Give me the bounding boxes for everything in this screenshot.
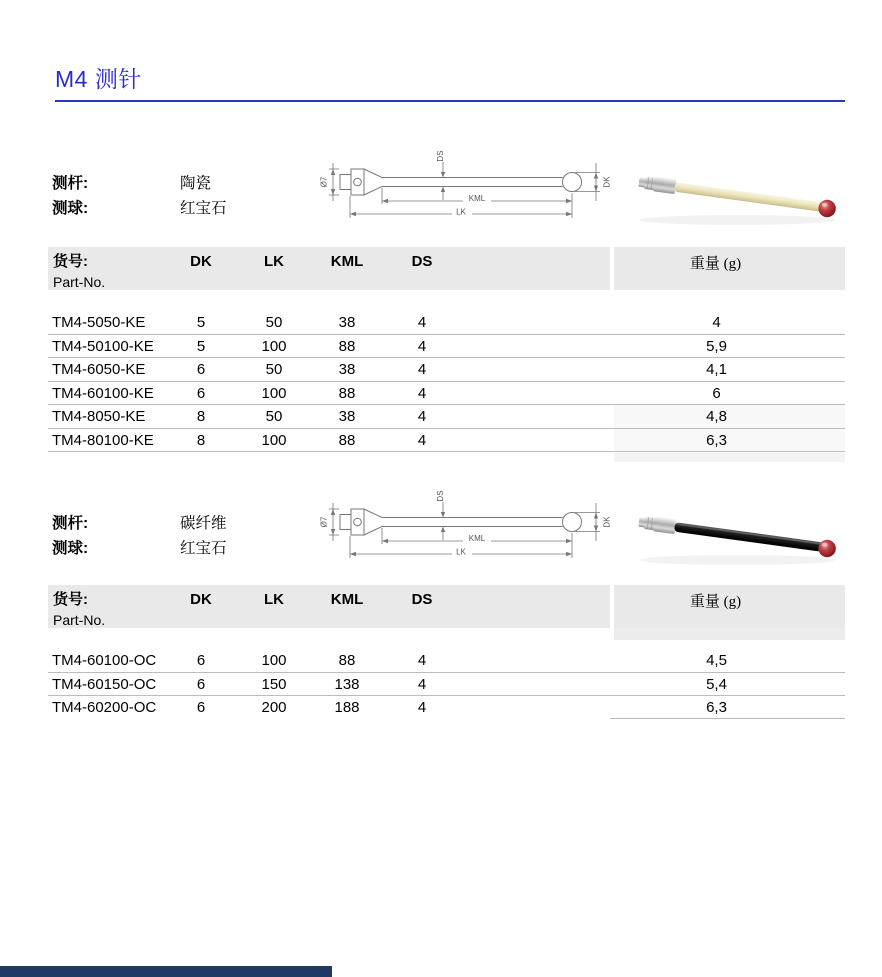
cell-lk: 150 — [261, 675, 287, 693]
cell-lk: 50 — [265, 361, 283, 378]
cell-lk: 100 — [261, 431, 287, 449]
cell-ds: 4 — [417, 361, 427, 378]
dim-label-kml: KML — [468, 194, 486, 203]
cell-dk: 5 — [196, 337, 206, 355]
table2-header-right — [614, 585, 845, 628]
cell-dk: 6 — [196, 699, 206, 716]
product-photo-ceramic — [625, 148, 850, 238]
cell-dk: 6 — [196, 361, 206, 378]
page-title: M4 测针 — [55, 66, 142, 92]
cell-part-no: TM4-60100-OC — [52, 652, 157, 669]
cell-lk: 50 — [265, 314, 283, 331]
cell-part-no: TM4-6050-KE — [52, 361, 146, 378]
ball-label: 测球: — [52, 200, 89, 217]
cell-part-no: TM4-80100-KE — [52, 431, 154, 449]
dim-label-lk: LK — [456, 207, 466, 217]
cell-kml: 38 — [338, 361, 356, 378]
table-row — [48, 311, 845, 335]
cell-weight: 5,9 — [706, 337, 727, 355]
cell-ds: 4 — [417, 408, 427, 425]
cell-ds: 4 — [417, 384, 427, 402]
dim-label-dk: DK — [602, 176, 612, 188]
cell-part-no: TM4-50100-KE — [52, 337, 154, 355]
table-row — [48, 429, 845, 453]
col-header-kml: KML — [330, 591, 364, 608]
ball-value: 红宝石 — [180, 540, 227, 557]
part-no-header-cn: 货号: — [53, 591, 88, 608]
cell-kml: 38 — [338, 314, 356, 331]
table1-rows — [48, 311, 845, 452]
cell-ds: 4 — [417, 699, 427, 716]
weight-col-header-strip — [614, 628, 845, 640]
part-no-header-en: Part-No. — [53, 274, 106, 290]
cell-kml: 88 — [338, 431, 356, 449]
table-row — [48, 358, 845, 382]
cell-dk: 6 — [196, 652, 206, 669]
table-row — [48, 335, 845, 359]
weight-header: 重量 (g) — [689, 594, 742, 610]
shaft-label: 测杆: — [52, 515, 89, 532]
cell-part-no: TM4-60200-OC — [52, 699, 157, 716]
cell-kml: 188 — [334, 699, 360, 716]
dim-label-kml: KML — [468, 534, 486, 543]
col-header-dk: DK — [190, 591, 212, 608]
cell-kml: 88 — [338, 384, 356, 402]
cell-part-no: TM4-5050-KE — [52, 314, 146, 331]
cell-dk: 6 — [196, 384, 206, 402]
cell-weight: 4,5 — [706, 652, 727, 669]
stylus-dimension-drawing — [313, 478, 618, 570]
cell-lk: 100 — [261, 384, 287, 402]
title-underline — [55, 100, 845, 102]
dim-label-ds: DS — [436, 150, 445, 162]
cell-kml: 88 — [338, 337, 356, 355]
table1-header-right — [614, 247, 845, 290]
table-row — [48, 382, 845, 406]
cell-dk: 5 — [196, 314, 206, 331]
cell-ds: 4 — [417, 431, 427, 449]
part-no-header-en: Part-No. — [53, 612, 106, 628]
collar-outline — [351, 169, 364, 195]
shaft-value: 碳纤维 — [180, 515, 227, 532]
table1-header-left — [48, 247, 610, 290]
ruby-ball — [817, 539, 837, 559]
cell-weight: 5,4 — [706, 675, 727, 693]
dim-label-ds: DS — [436, 490, 445, 502]
product-photo-carbon — [625, 488, 850, 578]
cell-dk: 8 — [196, 431, 206, 449]
ball-outline — [563, 173, 582, 192]
taper-outline — [364, 169, 382, 195]
cell-lk: 200 — [261, 699, 287, 716]
cell-kml: 88 — [338, 652, 356, 669]
footer-accent-bar — [0, 966, 332, 977]
col-header-ds: DS — [411, 253, 433, 270]
cell-weight: 6,3 — [706, 699, 727, 716]
part-no-header-cn: 货号: — [53, 253, 88, 270]
cell-ds: 4 — [417, 675, 427, 693]
thread-outline — [340, 175, 351, 190]
table-row — [48, 673, 845, 697]
cell-part-no: TM4-60100-KE — [52, 384, 154, 402]
dim-label-dk: DK — [602, 516, 612, 528]
stylus-holder — [653, 176, 677, 194]
setscrew-hole — [354, 178, 362, 186]
photo-shadow — [639, 555, 835, 565]
stylus-holder — [653, 516, 677, 534]
table2-partial-bottom-rule — [610, 718, 845, 719]
cell-weight: 4,1 — [706, 361, 727, 378]
table-row — [48, 696, 845, 720]
table2-rows — [48, 649, 845, 720]
cell-ds: 4 — [417, 337, 427, 355]
shaft-label: 测杆: — [52, 175, 89, 192]
table2-header-left — [48, 585, 610, 628]
col-header-kml: KML — [330, 253, 364, 270]
weight-col-footer-strip — [614, 453, 845, 462]
table-row — [48, 405, 845, 429]
cell-kml: 138 — [334, 675, 360, 693]
dim-label-diameter: Ø7 — [319, 176, 329, 188]
cell-weight: 6,3 — [706, 431, 727, 449]
col-header-ds: DS — [411, 591, 433, 608]
weight-header: 重量 (g) — [689, 256, 742, 272]
col-header-lk: LK — [264, 253, 284, 270]
ball-label: 测球: — [52, 540, 89, 557]
dim-label-diameter: Ø7 — [319, 516, 329, 528]
cell-part-no: TM4-8050-KE — [52, 408, 146, 425]
cell-lk: 100 — [261, 337, 287, 355]
shaft-value: 陶瓷 — [180, 175, 212, 192]
cell-ds: 4 — [417, 652, 427, 669]
cell-lk: 50 — [265, 408, 283, 425]
shaft-outline — [382, 178, 563, 187]
col-header-dk: DK — [190, 253, 212, 270]
stylus-dimension-drawing — [313, 138, 618, 230]
cell-kml: 38 — [338, 408, 356, 425]
dim-label-lk: LK — [456, 547, 466, 557]
table-row — [48, 649, 845, 673]
ball-value: 红宝石 — [180, 200, 227, 217]
ruby-ball — [817, 199, 837, 219]
cell-weight: 4 — [712, 314, 721, 331]
cell-weight: 6 — [712, 384, 721, 402]
cell-weight: 4,8 — [706, 408, 727, 425]
cell-lk: 100 — [261, 652, 287, 669]
photo-shadow — [639, 215, 835, 225]
cell-part-no: TM4-60150-OC — [52, 675, 157, 693]
ceramic-shaft — [674, 182, 823, 212]
col-header-lk: LK — [264, 591, 284, 608]
cell-dk: 8 — [196, 408, 206, 425]
cell-ds: 4 — [417, 314, 427, 331]
cell-dk: 6 — [196, 675, 206, 693]
